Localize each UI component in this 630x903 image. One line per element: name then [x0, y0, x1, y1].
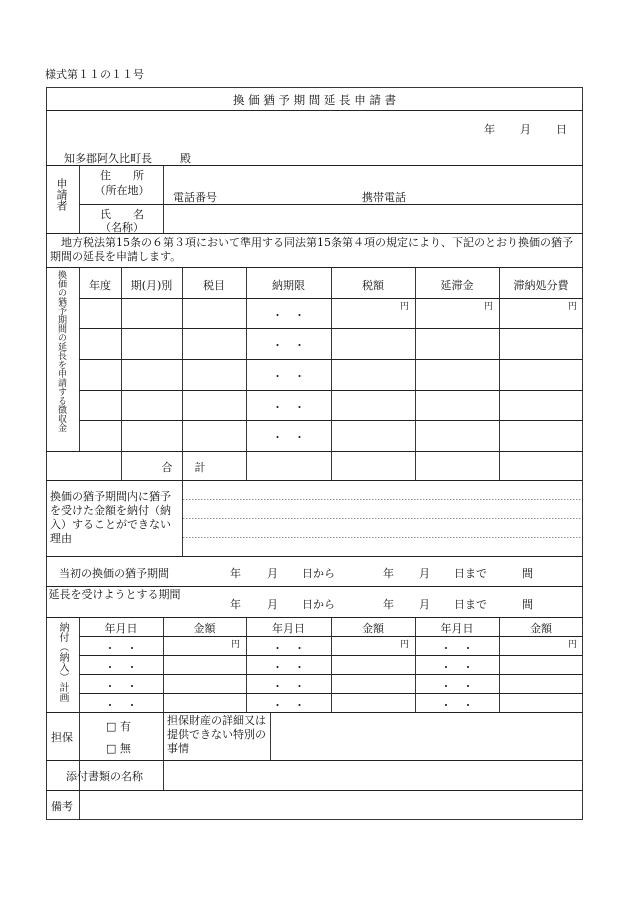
application-statement: 地方税法第15条の６第３項において準用する同法第15条第４項の規定により、下記のとおり換価の猶予期間の延長を申請します。	[50, 236, 573, 263]
header-period: 期(月)別	[130, 279, 173, 292]
plan-date-dots: ・ ・	[272, 642, 305, 655]
plan-date-dots: ・ ・	[272, 661, 305, 674]
security-option-no[interactable]: □ 無	[106, 742, 131, 755]
addressee: 知多郡阿久比町長	[64, 152, 152, 165]
attachments-label: 添付書類の名称	[66, 770, 143, 783]
initial-span: 間	[522, 567, 533, 580]
plan-date-dots: ・ ・	[104, 661, 138, 674]
address-label: 住 所	[100, 169, 144, 182]
total-label: 合 計	[161, 461, 206, 474]
header-fiscal-year: 年度	[89, 279, 111, 292]
extend-start-from: 日から	[302, 598, 335, 611]
due-date-dots: ・ ・	[272, 431, 305, 444]
plan-header-amount: 金額	[193, 622, 216, 635]
initial-start-month: 月	[267, 567, 278, 580]
phone-label: 電話番号	[173, 191, 217, 204]
extend-end-year: 年	[383, 598, 394, 611]
date-month-label: 月	[520, 123, 531, 136]
plan-yen-unit: 円	[567, 640, 577, 650]
tax-table-side-label: 換価の猶予期間の延長を申請する徴収金	[56, 270, 66, 432]
plan-yen-unit: 円	[399, 640, 409, 650]
initial-start-year: 年	[230, 567, 241, 580]
security-label: 担保	[51, 731, 73, 744]
tax-amount-yen-unit: 円	[399, 302, 409, 312]
payment-plan-side-label: 納付（納入）計画	[57, 622, 68, 702]
plan-date-dots: ・ ・	[440, 699, 474, 712]
header-due-date: 納期限	[272, 279, 305, 292]
extend-end-month: 月	[419, 598, 430, 611]
remarks-label: 備考	[51, 800, 73, 813]
extend-end-until: 日まで	[454, 598, 487, 611]
form-title: 換 価 猶 予 期 間 延 長 申 請 書	[232, 93, 397, 107]
extend-start-month: 月	[267, 598, 278, 611]
security-option-yes[interactable]: □ 有	[106, 720, 131, 733]
extend-period-label: 延長を受けようとする期間	[48, 588, 181, 601]
addressee-suffix: 殿	[180, 152, 191, 165]
initial-end-until: 日まで	[454, 567, 487, 580]
date-year-label: 年	[484, 123, 495, 136]
plan-date-dots: ・ ・	[104, 642, 138, 655]
disposition-fee-yen-unit: 円	[567, 302, 577, 312]
form-number: 様式第１１の１１号	[45, 68, 144, 81]
initial-end-month: 月	[419, 567, 430, 580]
header-tax-item: 税目	[203, 279, 225, 292]
due-date-dots: ・ ・	[272, 370, 305, 383]
late-fee-yen-unit: 円	[483, 302, 493, 312]
plan-date-dots: ・ ・	[272, 680, 305, 693]
plan-date-dots: ・ ・	[440, 680, 474, 693]
plan-date-dots: ・ ・	[440, 642, 474, 655]
plan-date-dots: ・ ・	[104, 680, 138, 693]
header-late-fee: 延滞金	[440, 279, 474, 292]
plan-header-amount: 金額	[530, 622, 552, 635]
name-label: 氏 名	[100, 208, 144, 221]
initial-period-label: 当初の換価の猶予期間	[59, 567, 169, 580]
plan-yen-unit: 円	[230, 640, 240, 650]
name-label-sub: （名称）	[100, 221, 144, 234]
extend-start-year: 年	[230, 598, 241, 611]
due-date-dots: ・ ・	[272, 401, 305, 414]
mobile-label: 携帯電話	[362, 191, 406, 204]
due-date-dots: ・ ・	[272, 309, 305, 322]
due-date-dots: ・ ・	[272, 339, 305, 352]
initial-start-from: 日から	[302, 567, 335, 580]
address-label-sub: （所在地）	[94, 184, 150, 197]
plan-header-date: 年月日	[104, 622, 138, 635]
plan-header-date: 年月日	[272, 622, 305, 635]
extend-span: 間	[522, 598, 533, 611]
reason-label: 換価の猶予期間内に猶予を受けた金額を納付（納入）することができない理由	[50, 490, 171, 545]
plan-date-dots: ・ ・	[104, 699, 138, 712]
plan-header-date: 年月日	[440, 622, 474, 635]
initial-end-year: 年	[383, 567, 394, 580]
header-tax-amount: 税額	[362, 279, 384, 292]
header-disposition-fee: 滞納処分費	[513, 279, 569, 292]
applicant-side-label: 申請者	[55, 178, 68, 211]
plan-date-dots: ・ ・	[272, 699, 305, 712]
plan-header-amount: 金額	[362, 622, 384, 635]
security-detail-label: 担保財産の詳細又は提供できない特別の事情	[167, 714, 266, 755]
plan-date-dots: ・ ・	[440, 661, 474, 674]
date-day-label: 日	[556, 123, 567, 136]
